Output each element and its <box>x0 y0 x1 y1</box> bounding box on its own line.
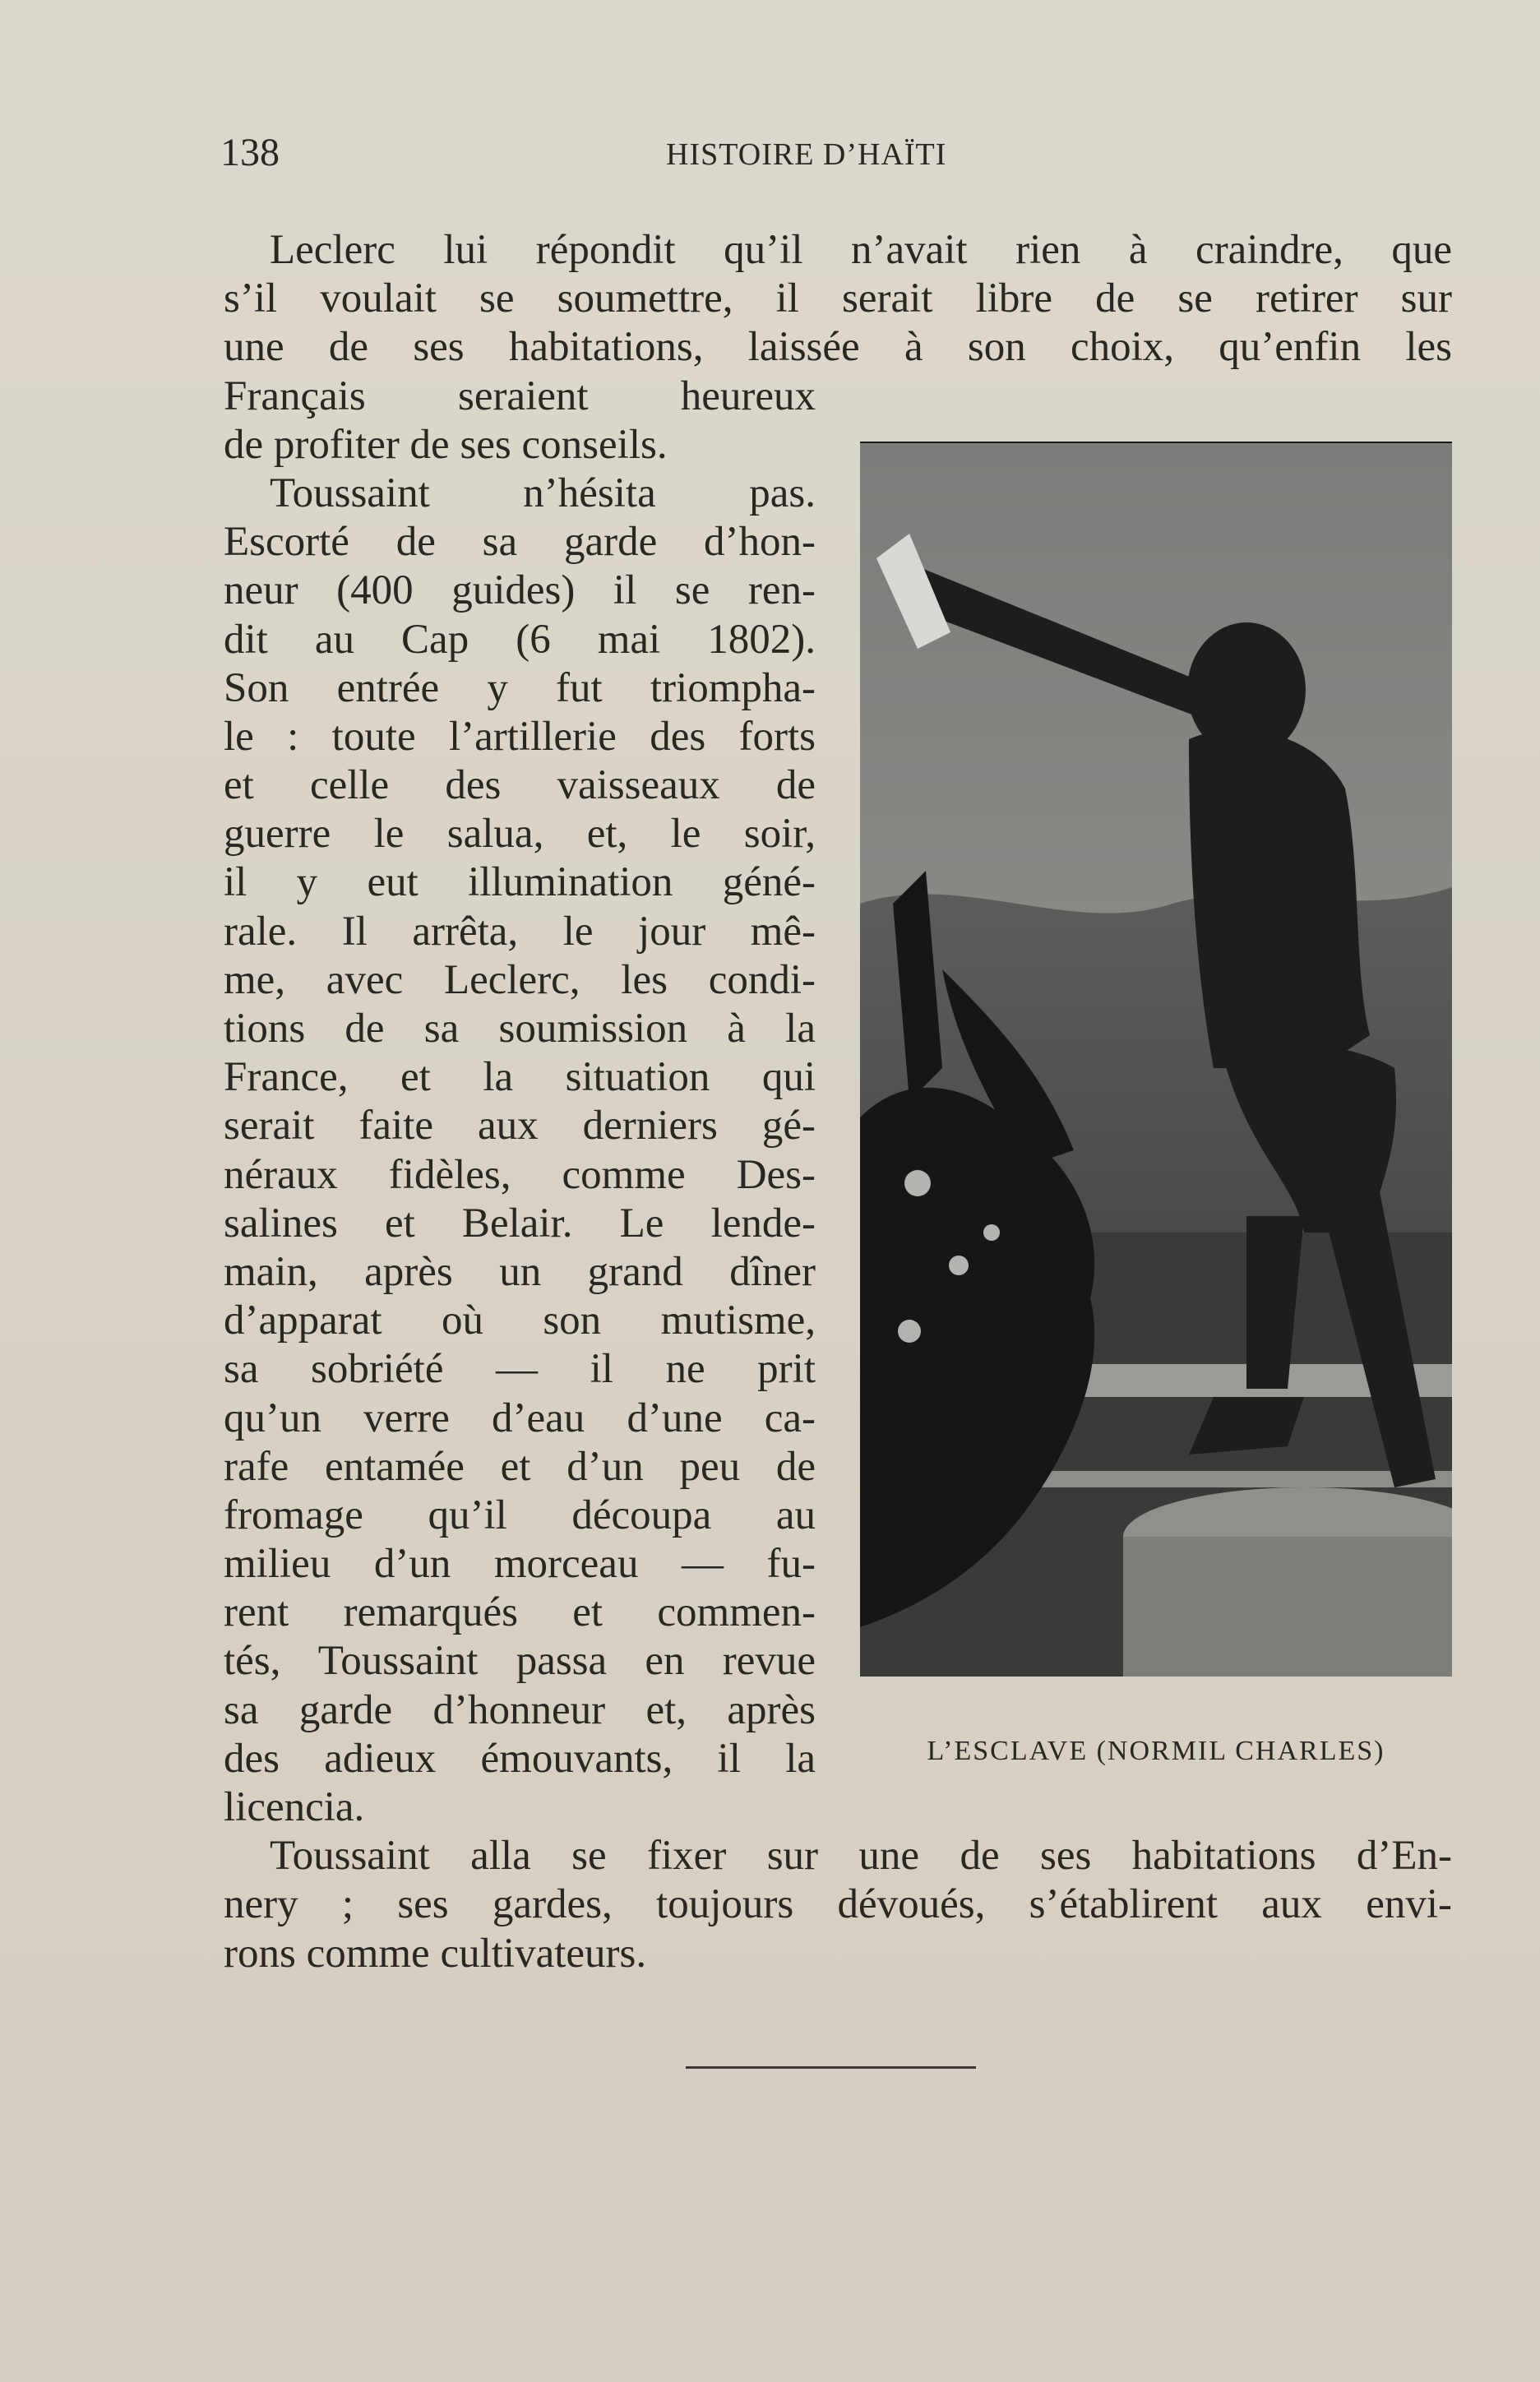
statue-figure <box>860 442 1452 1767</box>
text-line: neur (400 guides) il se ren- <box>224 567 816 614</box>
text-line: serait faite aux derniers gé- <box>224 1103 816 1149</box>
running-title: HISTOIRE D’HAÏTI <box>666 137 947 172</box>
text-line: Leclerc lui répondit qu’il n’avait rien à craindre, que <box>270 227 1452 273</box>
text-line: rons comme cultivateurs. <box>224 1930 647 1977</box>
text-line: dit au Cap (6 mai 1802). <box>224 616 816 663</box>
text-line: fromage qu’il découpa au <box>224 1492 816 1538</box>
page-header <box>220 130 1431 179</box>
text-line: guerre le salua, et, le soir, <box>224 811 816 858</box>
page-number: 138 <box>220 131 280 174</box>
text-line: licencia. <box>224 1784 365 1830</box>
text-line: Toussaint n’hésita pas. <box>270 469 816 516</box>
text-line: tions de sa soumission à la <box>224 1006 816 1052</box>
text-line: Son entrée y fut triompha- <box>224 664 816 711</box>
text-line: milieu d’un morceau — fu- <box>224 1541 816 1588</box>
text-line: nery ; ses gardes, toujours dévoués, s’établirent aux envi- <box>224 1881 1452 1928</box>
text-line: France, et la situation qui <box>224 1054 816 1101</box>
text-line: rafe entamée et d’un peu de <box>224 1443 816 1490</box>
figure-caption: L’ESCLAVE (NORMIL CHARLES) <box>927 1736 1385 1766</box>
text-line: rale. Il arrêta, le jour mê- <box>224 908 816 955</box>
text-line: tés, Toussaint passa en revue <box>224 1638 816 1685</box>
text-line: d’apparat où son mutisme, <box>224 1297 816 1344</box>
text-line: le : toute l’artillerie des forts <box>224 713 816 760</box>
statue-photograph <box>860 442 1452 1677</box>
text-line: il y eut illumination géné- <box>224 859 816 906</box>
text-line: et celle des vaisseaux de <box>224 762 816 809</box>
text-line: Escorté de sa garde d’hon- <box>224 519 816 566</box>
text-line: Français seraient heureux <box>224 372 816 419</box>
text-line: rent remarqués et commen- <box>224 1589 816 1636</box>
text-line: Toussaint alla se fixer sur une de ses habitations d’En- <box>270 1833 1452 1880</box>
text-line: sa garde d’honneur et, après <box>224 1686 816 1733</box>
text-line: une de ses habitations, laissée à son choix, qu’enfin les <box>224 324 1452 371</box>
text-line: me, avec Leclerc, les condi- <box>224 956 816 1003</box>
text-line: main, après un grand dîner <box>224 1248 816 1295</box>
text-line: de profiter de ses conseils. <box>224 421 668 468</box>
end-rule <box>686 2066 976 2069</box>
text-line: salines et Belair. Le lende- <box>224 1200 816 1247</box>
text-line: s’il voulait se soumettre, il serait libre de se retirer sur <box>224 275 1452 322</box>
text-line: sa sobriété — il ne prit <box>224 1346 816 1393</box>
text-line: qu’un verre d’eau d’une ca- <box>224 1395 816 1441</box>
text-line: néraux fidèles, comme Des- <box>224 1151 816 1198</box>
text-line: des adieux émouvants, il la <box>224 1735 816 1782</box>
